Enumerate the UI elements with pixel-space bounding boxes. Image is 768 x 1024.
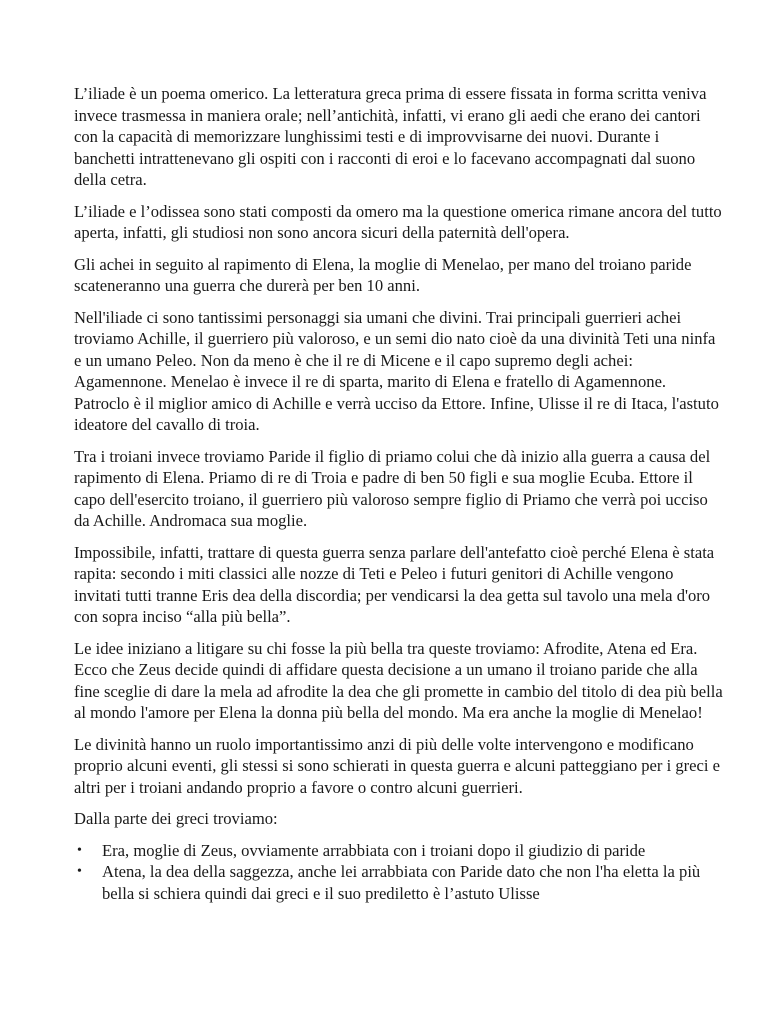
paragraph-antefatto: Impossibile, infatti, trattare di questa guerra senza parlare dell'antefatto cioè perché Elena è stata rapita: secondo i miti classici alle nozze di Teti e Peleo i futuri genitori di Achille vengono invitati tutti tranne Eris dea della discordia; per vendicarsi la dea getta sul tavolo una mela d'oro con sopra inciso “alla più bella”.: [74, 542, 715, 626]
paragraph-rapimento: Gli achei in seguito al rapimento di Elena, la moglie di Menelao, per mano del troiano paride scateneranno una guerra che durerà per ben 10 anni.: [74, 254, 692, 295]
paragraph-personaggi-troiani: Tra i troiani invece troviamo Paride il figlio di priamo colui che dà inizio alla guerra a causa del rapimento di Elena. Priamo di re di Troia e padre di ben 50 figli e sua moglie Ecuba. Ettore il capo dell'esercito troiano, il guerriero più valoroso sempre figlio di Priamo che verrà poi ucciso da Achille. Andromaca sua moglie.: [74, 446, 711, 530]
paragraph-intro: L’iliade è un poema omerico. La letteratura greca prima di essere fissata in forma scritta veniva invece trasmessa in maniera orale; nell’antichità, infatti, vi erano gli aedi che erano dei cantori con la capacità di memorizzare lunghissimi testi e di improvvisarne dei nuovi. Durante i banchetti intrattenevano gli ospiti con i racconti di eroi e lo facevano accompagnati dal suono della cetra.: [74, 84, 707, 189]
paragraph-parte-greci: Dalla parte dei greci troviamo:: [74, 809, 278, 828]
list-item-text: Era, moglie di Zeus, ovviamente arrabbiata con i troiani dopo il giudizio di paride: [102, 840, 646, 860]
paragraph-divinita: Le divinità hanno un ruolo importantissimo anzi di più delle volte intervengono e modificano proprio alcuni eventi, gli stessi si sono schierati in questa guerra e alcuni patteggiano per i greci e altri per i troiani andando proprio a favore o contro alcuni guerrieri.: [74, 734, 721, 797]
bullet-list: [74, 840, 724, 905]
document-page: [74, 83, 724, 904]
paragraph-questione-omerica: L’iliade e l’odissea sono stati composti da omero ma la questione omerica rimane ancora del tutto aperta, infatti, gli studiosi non sono ancora sicuri della paternità dell'opera.: [74, 201, 722, 242]
bullet-icon: •: [77, 842, 82, 858]
bullet-icon: •: [77, 864, 82, 879]
list-item: [74, 861, 724, 904]
list-item: [74, 840, 724, 862]
list-item-text: Atena, la dea della saggezza, anche lei arrabbiata con Paride dato che non l'ha eletta la più bella si schiera quindi dai greci e il suo prediletto è l’astuto Ulisse: [102, 862, 701, 903]
paragraph-giudizio-paride: Le idee iniziano a litigare su chi fosse la più bella tra queste troviamo: Afrodite, Atena ed Era. Ecco che Zeus decide quindi di affidare questa decisione a un umano il troiano paride che alla fine sceglie di dare la mela ad afrodite la dea che gli promette in cambio del titolo di dea più bella al mondo l'amore per Elena la donna più bella del mondo. Ma era anche la moglie di Menelao!: [74, 638, 723, 722]
paragraph-personaggi-achei: Nell'iliade ci sono tantissimi personaggi sia umani che divini. Trai principali guerrieri achei troviamo Achille, il guerriero più valoroso, e un semi dio nato cioè da una divinità Teti una ninfa e un umano Peleo. Non da meno è che il re di Micene e il capo supremo degli achei: Agamennone. Menelao è invece il re di sparta, marito di Elena e fratello di Agamennone. Patroclo è il miglior amico di Achille e verrà ucciso da Ettore. Infine, Ulisse il re di Itaca, l'astuto ideatore del cavallo di troia.: [74, 307, 719, 434]
